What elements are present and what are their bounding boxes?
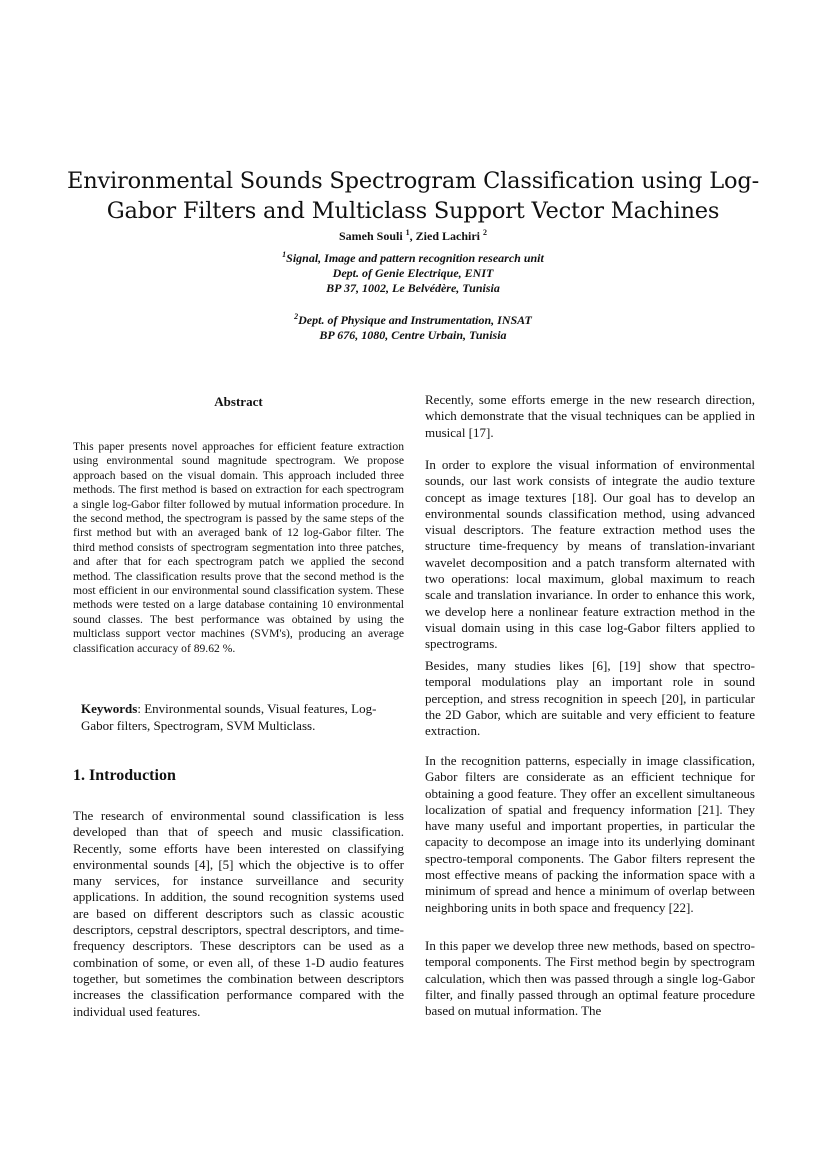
- intro-paragraph: The research of environmental sound classification is less developed than that of speech and music classification. Recently, some efforts have been interested on classifying environmental sounds [4], [5] which the objective is to offer many services, for instance surveillance and security applications. In addition, the sound recognition systems used are based on different descriptors such as classic acoustic descriptors, cepstral descriptors, spectral descriptors, and time-frequency descriptors. These descriptors can be used as a combination of some, or even all, of these 1-D audio features together, but sometimes the combination between descriptors increases the classification performance compared with the individual used features.: [73, 808, 404, 1019]
- section-heading-introduction: 1. Introduction: [73, 767, 176, 784]
- abstract-heading: Abstract: [214, 394, 263, 409]
- author-name: Sameh Souli: [338, 229, 403, 243]
- author-line: [0, 229, 826, 244]
- keywords-text: : Environmental sounds, Visual features, Log-Gabor filters, Spectrogram, SVM Multiclass.: [81, 701, 377, 733]
- right-column-paragraph: Recently, some efforts emerge in the new research direction, which demonstrate that the visual techniques can be applied in musical [17].: [425, 392, 755, 440]
- author-separator: ,: [409, 229, 416, 243]
- affiliation-line: Signal, Image and pattern recognition research unit: [286, 251, 544, 265]
- paper-title: Environmental Sounds Spectrogram Classification using Log-Gabor Filters and Multiclass Support Vector Machines: [67, 168, 759, 224]
- affiliation-line: BP 676, 1080, Centre Urbain, Tunisia: [319, 328, 507, 342]
- abstract-text: This paper presents novel approaches for efficient feature extraction using environmental sound magnitude spectrogram. We propose approach based on the visual domain. This approach included three methods. The first method is based on extraction for each spectrogram a single log-Gabor filter followed by mutual information procedure. In the second method, the spectrogram is passed by the same steps of the first method but with an averaged bank of 12 log-Gabor filter. The third method consists of spectrogram segmentation into three patches, and after that for each spectrogram patch we applied the second method. The classification results prove that the second method is the most efficient in our environmental sound classification system. These methods were tested on a large database containing 10 environmental sound classes. The best performance was obtained by using the multiclass support vector machines (SVM's), producing an average classification accuracy of 89.62 %.: [73, 440, 404, 655]
- author-superscript: 1: [405, 228, 410, 237]
- keywords: [81, 700, 401, 734]
- affiliation-superscript: 2: [294, 312, 299, 321]
- right-column-paragraph: In the recognition patterns, especially in image classification, Gabor filters are considerate as an efficient technique for obtaining a good feature. They offer an excellent simultaneous localization of spatial and frequency information [21]. They have many useful and important properties, in particular the capacity to decompose an image into its underlying dominant spectro-temporal components. The Gabor filters represent the most effective means of packing the information space with a minimum of spread and hence a minimum of overlap between neighboring units in both space and frequency [22].: [425, 753, 755, 915]
- keywords-label: Keywords: [81, 701, 138, 716]
- author-name: Zied Lachiri: [415, 229, 481, 243]
- affiliation-line: BP 37, 1002, Le Belvédère, Tunisia: [326, 281, 500, 295]
- affiliation-1: [0, 251, 826, 296]
- right-column-paragraph: Besides, many studies likes [6], [19] show that spectro-temporal modulations play an important role in sound perception, and stress recognition in speech [20], in particular the 2D Gabor, which are suitable and very efficient to feature extraction.: [425, 658, 755, 739]
- affiliation-superscript: 1: [282, 250, 287, 259]
- right-column-paragraph: In this paper we develop three new methods, based on spectro-temporal components. The First method begin by spectrogram calculation, which then was passed through a single log-Gabor filter, and finally passed through an optimal feature procedure based on mutual information. The: [425, 938, 755, 1019]
- affiliation-line: Dept. of Physique and Instrumentation, INSAT: [298, 313, 532, 327]
- affiliation-2: [0, 313, 826, 343]
- author-superscript: 2: [483, 228, 488, 237]
- right-column-paragraph: In order to explore the visual information of environmental sounds, our last work consists of integrate the audio texture concept as image textures [18]. Our goal has to develop an environmental sounds classification method, using advanced visual descriptors. The feature extraction method uses the structure time-frequency by means of translation-invariant wavelet decomposition and a patch transform alternated with two operations: local maximum, global maximum to reach scale and translation invariance. In order to enhance this work, we develop here a nonlinear feature extraction method in the visual domain using in this case log-Gabor filters applied to spectrograms.: [425, 457, 755, 652]
- affiliation-line: Dept. of Genie Electrique, ENIT: [332, 266, 494, 280]
